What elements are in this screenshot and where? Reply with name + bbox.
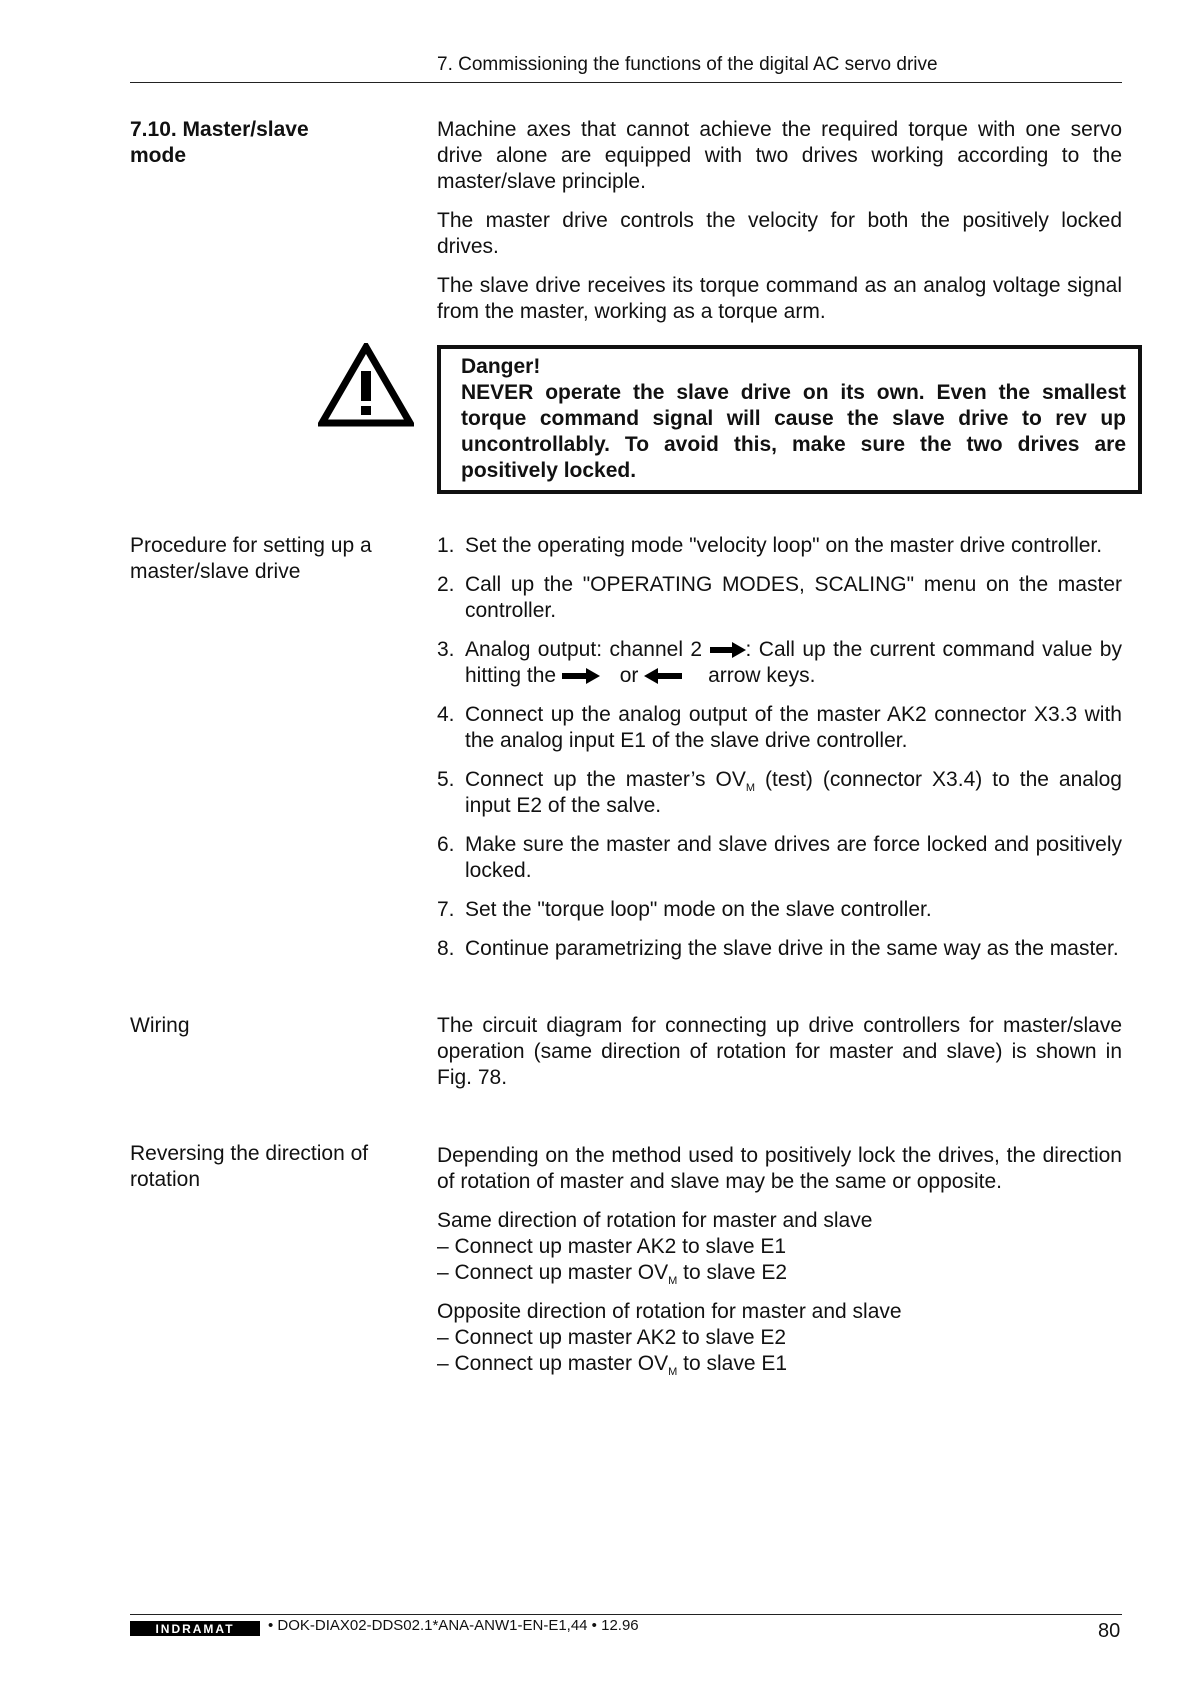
procedure-label: Procedure for setting up a master/slave drive	[130, 534, 372, 583]
wiring-label: Wiring	[130, 1014, 190, 1037]
danger-title: Danger!	[461, 355, 541, 378]
list-item: 8. Continue parametrizing the slave drive in the same way as the master.	[437, 937, 1119, 960]
svg-text:INDRAMAT: INDRAMAT	[155, 1622, 235, 1636]
header-rule	[130, 82, 1122, 83]
list-item: 6. Make sure the master and slave drives are force locked and positively locked.	[437, 833, 1122, 882]
same-direction-block: Same direction of rotation for master and slave – Connect up master AK2 to slave E1 – Connect up master $OV_M$ to slave E2	[437, 1209, 873, 1287]
arrow-left-icon	[644, 668, 682, 684]
wiring-text: The circuit diagram for connecting up drive controllers for master/slave operation (same direction of rotation for master and slave) is shown in Fig. 78.	[437, 1014, 1122, 1089]
list-item: 5. Connect up the master’s $OV_M$ (test) (connector X3.4) to the analog input E2 of the salve.	[437, 768, 1122, 817]
danger-box	[437, 345, 1142, 494]
intro-paragraph: The slave drive receives its torque command as an analog voltage signal from the master, working as a torque arm.	[437, 274, 1122, 323]
list-item: 1. Set the operating mode "velocity loop" on the master drive controller.	[437, 534, 1103, 557]
arrow-right-icon	[562, 668, 600, 684]
running-header: 7. Commissioning the functions of the digital AC servo drive	[437, 54, 938, 75]
list-item: 7. Set the "torque loop" mode on the slave controller.	[437, 898, 932, 921]
list-item: 3. Analog output: channel 2 : Call up the current command value by hitting the or arrow keys.	[437, 638, 1122, 687]
reversing-label: Reversing the direction of rotation	[130, 1142, 369, 1191]
footer-rule	[130, 1614, 1122, 1615]
intro-text	[437, 117, 1122, 338]
section-heading: 7.10. Master/slave mode	[130, 118, 309, 167]
warning-triangle-icon	[318, 343, 414, 429]
indramat-logo	[130, 1621, 260, 1636]
arrow-right-icon	[710, 642, 746, 658]
reversing-intro: Depending on the method used to positively lock the drives, the direction of rotation of master and slave may be the same or opposite.	[437, 1144, 1122, 1193]
document-code: • DOK-DIAX02-DDS02.1*ANA-ANW1-EN-E1,44 • 12.96	[268, 1617, 639, 1634]
reversing-text	[437, 1143, 1122, 1377]
page-number: 80	[1098, 1620, 1121, 1642]
danger-text: NEVER operate the slave drive on its own. Even the smallest torque command signal will cause the slave drive to rev up uncontrollably. To avoid this, make sure the two drives are positively locked.	[461, 381, 1126, 482]
opposite-direction-block: Opposite direction of rotation for master and slave – Connect up master AK2 to slave E2 – Connect up master $OV_M$ to slave E1	[437, 1300, 902, 1378]
list-item: 2. Call up the "OPERATING MODES, SCALING" menu on the master controller.	[437, 573, 1122, 622]
intro-paragraph: Machine axes that cannot achieve the required torque with one servo drive alone are equipped with two drives working according to the master/slave principle.	[437, 118, 1122, 193]
intro-paragraph: The master drive controls the velocity for both the positively locked drives.	[437, 209, 1122, 258]
procedure-steps	[437, 533, 1122, 975]
list-item: 4. Connect up the analog output of the master AK2 connector X3.3 with the analog input E1 of the slave drive controller.	[437, 703, 1122, 752]
